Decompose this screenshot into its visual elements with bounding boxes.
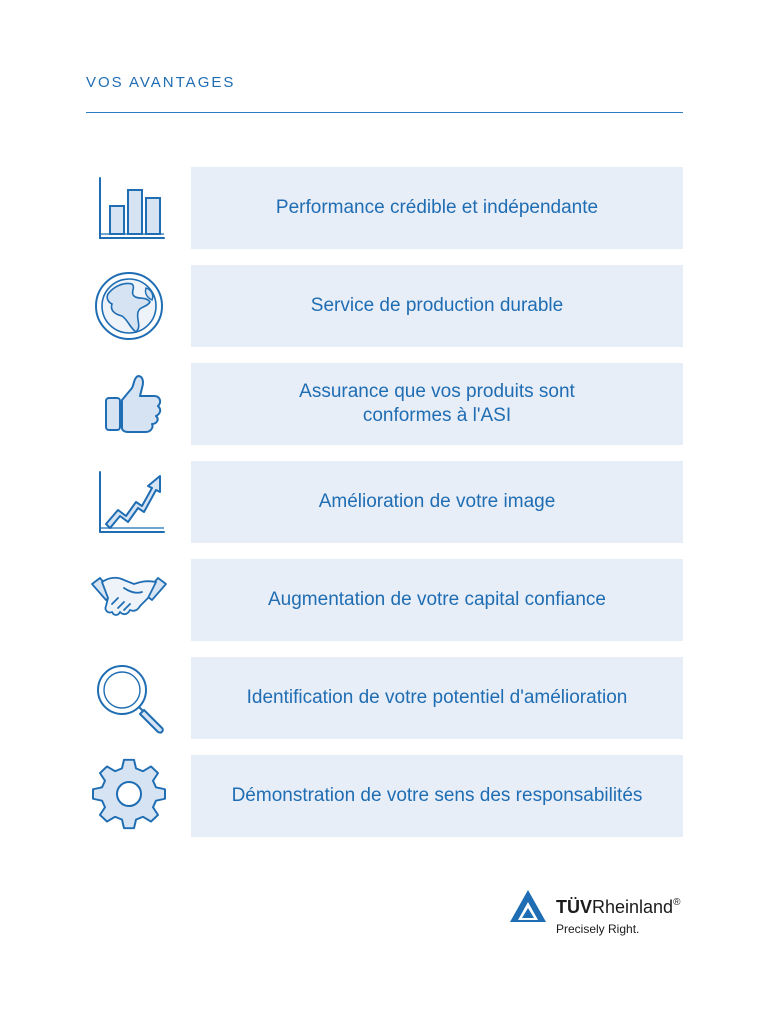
benefit-row-assurance bbox=[86, 363, 683, 445]
benefit-row-identification bbox=[86, 657, 683, 739]
benefit-label: Performance crédible et indépendante bbox=[275, 197, 599, 218]
benefit-label: Service de production durable bbox=[310, 295, 564, 316]
benefit-row-confiance bbox=[86, 559, 683, 641]
logo-registered: ® bbox=[673, 897, 681, 908]
section-heading: VOS AVANTAGES bbox=[86, 74, 236, 91]
benefit-box bbox=[191, 363, 683, 445]
benefit-label: Amélioration de votre image bbox=[318, 491, 556, 512]
bar-chart-icon bbox=[86, 171, 172, 245]
tuv-rheinland-logo bbox=[508, 888, 708, 942]
benefit-row-durable bbox=[86, 265, 683, 347]
logo-tagline: Precisely Right. bbox=[556, 922, 640, 936]
heading-divider bbox=[86, 112, 683, 113]
growth-chart-icon bbox=[86, 465, 172, 539]
magnifier-icon bbox=[86, 661, 172, 735]
logo-brand-rest: Rheinland bbox=[592, 897, 674, 917]
benefit-label: Démonstration de votre sens des responsabilités bbox=[231, 785, 643, 806]
logo-brand-bold: TÜV bbox=[556, 897, 592, 917]
handshake-icon bbox=[86, 563, 172, 637]
globe-icon bbox=[86, 269, 172, 343]
benefit-label: Identification de votre potentiel d'amélioration bbox=[246, 687, 628, 708]
benefit-row-responsabilites bbox=[86, 755, 683, 837]
benefit-label: Augmentation de votre capital confiance bbox=[268, 589, 606, 610]
benefit-box bbox=[191, 265, 683, 347]
triangle-logo-icon bbox=[508, 888, 548, 924]
benefit-row-performance bbox=[86, 167, 683, 249]
benefit-box bbox=[191, 755, 683, 837]
benefit-box bbox=[191, 461, 683, 543]
logo-wordmark bbox=[556, 897, 680, 918]
benefit-box bbox=[191, 559, 683, 641]
benefit-row-image bbox=[86, 461, 683, 543]
thumbs-up-icon bbox=[86, 367, 172, 441]
benefit-box bbox=[191, 167, 683, 249]
gear-icon bbox=[86, 759, 172, 833]
benefit-label: Assurance que vos produits sont conformes à l'ASI bbox=[299, 381, 575, 426]
benefit-box bbox=[191, 657, 683, 739]
